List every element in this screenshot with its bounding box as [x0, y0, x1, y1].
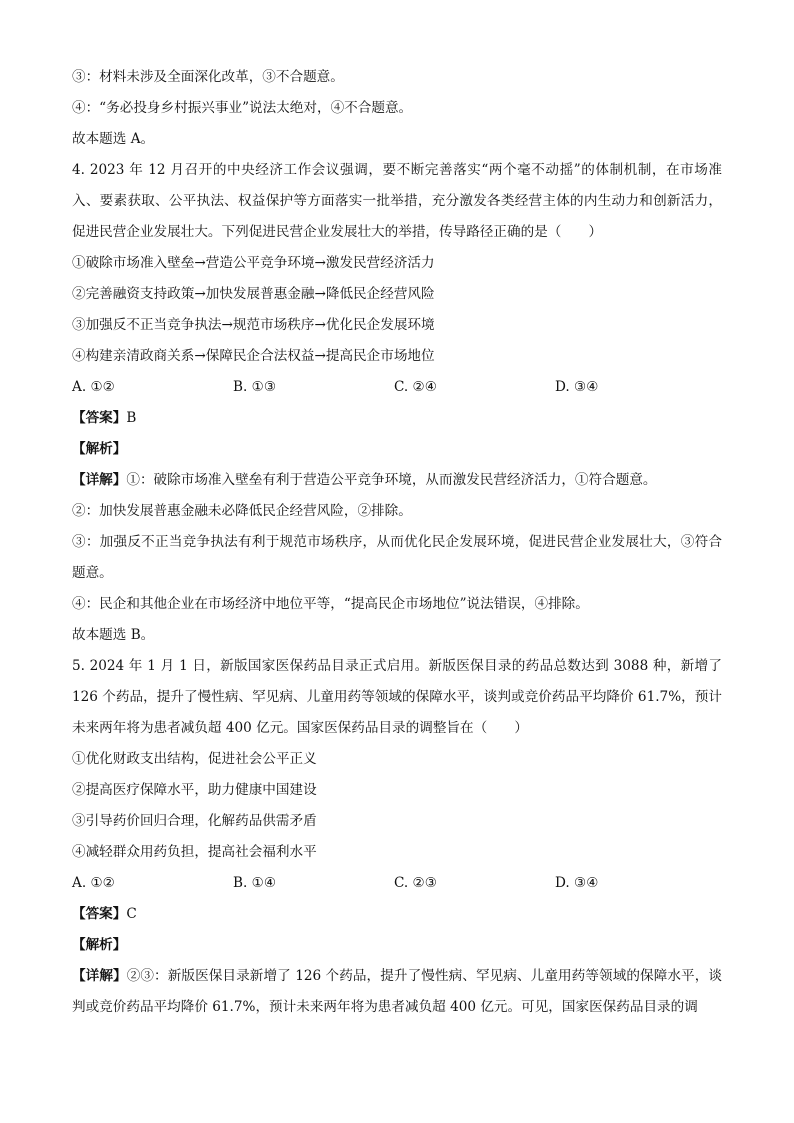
q4-item-2: ②完善融资支持政策→加快发展普惠金融→降低民企经营风险	[72, 286, 435, 302]
question-5-stem: 5. 2024 年 1 月 1 日，新版国家医保药品目录正式启用。新版医保目录的药品总数达到 3088 种，新增了 126 个药品，提升了慢性病、罕见病、儿童用药等领域的保障水平，谈判或竞价药品平均降价 61.7%，预计未来两年将为患者减负超 400 亿元。国家医保药品目录的调整旨在（ ）	[72, 658, 722, 736]
q4-option-d: D. ③④	[555, 379, 599, 395]
prev-analysis-line-4: ④：“务必投身乡村振兴事业”说法太绝对，④不合题意。	[72, 100, 413, 116]
answer-value: B	[126, 410, 137, 426]
q4-item-4: ④构建亲清政商关系→保障民企合法权益→提高民企市场地位	[72, 348, 435, 364]
q4-detail-4: ④：民企和其他企业在市场经济中地位平等，“提高民企市场地位”说法错误，④排除。	[72, 596, 589, 612]
q5-item-4: ④减轻群众用药负担，提高社会福利水平	[72, 844, 317, 860]
answer-tag: 【答案】	[72, 906, 127, 922]
q4-options	[72, 372, 722, 403]
q5-option-b: B. ①④	[233, 875, 277, 891]
answer-value: C	[126, 906, 137, 922]
q4-conclusion: 故本题选 B。	[72, 627, 155, 643]
q5-analysis-tag: 【解析】	[72, 937, 127, 953]
answer-tag: 【答案】	[72, 410, 127, 426]
prev-conclusion: 故本题选 A。	[72, 131, 155, 147]
q5-option-a: A. ①②	[72, 875, 115, 891]
q5-item-1: ①优化财政支出结构，促进社会公平正义	[72, 751, 317, 767]
q4-item-1: ①破除市场准入壁垒→营造公平竞争环境→激发民营经济活力	[72, 255, 435, 271]
q5-options	[72, 868, 722, 899]
q4-option-b: B. ①③	[233, 379, 277, 395]
question-4-stem: 4. 2023 年 12 月召开的中央经济工作会议强调，要不断完善落实“两个毫不动摇”的体制机制，在市场准入、要素获取、公平执法、权益保护等方面落实一批举措，充分激发各类经营主体的内生动力和创新活力，促进民营企业发展壮大。下列促进民营企业发展壮大的举措，传导路径正确的是（ ）	[72, 162, 722, 240]
q5-answer	[72, 899, 722, 930]
document-page	[72, 62, 722, 1023]
q4-option-a: A. ①②	[72, 379, 115, 395]
q4-option-c: C. ②④	[394, 379, 437, 395]
q4-answer	[72, 403, 722, 434]
q5-option-c: C. ②③	[394, 875, 437, 891]
q5-detail-1: 【详解】②③：新版医保目录新增了 126 个药品，提升了慢性病、罕见病、儿童用药等领域的保障水平，谈判或竞价药品平均降价 61.7%，预计未来两年将为患者减负超 400 亿元。可见，国家医保药品目录的调	[72, 968, 722, 1015]
q4-detail-1: 【详解】①：破除市场准入壁垒有利于营造公平竞争环境，从而激发民营经济活力，①符合题意。	[72, 472, 657, 488]
detail-tag: 【详解】	[72, 968, 127, 984]
q4-item-3: ③加强反不正当竞争执法→规范市场秩序→优化民企发展环境	[72, 317, 435, 333]
q5-item-3: ③引导药价回归合理，化解药品供需矛盾	[72, 813, 317, 829]
prev-analysis-line-3: ③：材料未涉及全面深化改革，③不合题意。	[72, 69, 344, 85]
q5-item-2: ②提高医疗保障水平，助力健康中国建设	[72, 782, 317, 798]
q4-analysis-tag: 【解析】	[72, 441, 127, 457]
q4-detail-2: ②：加快发展普惠金融未必降低民企经营风险，②排除。	[72, 503, 412, 519]
q5-option-d: D. ③④	[555, 875, 599, 891]
detail-tag: 【详解】	[72, 472, 127, 488]
q4-detail-3: ③：加强反不正当竞争执法有利于规范市场秩序，从而优化民企发展环境，促进民营企业发展壮大，③符合题意。	[72, 534, 722, 581]
